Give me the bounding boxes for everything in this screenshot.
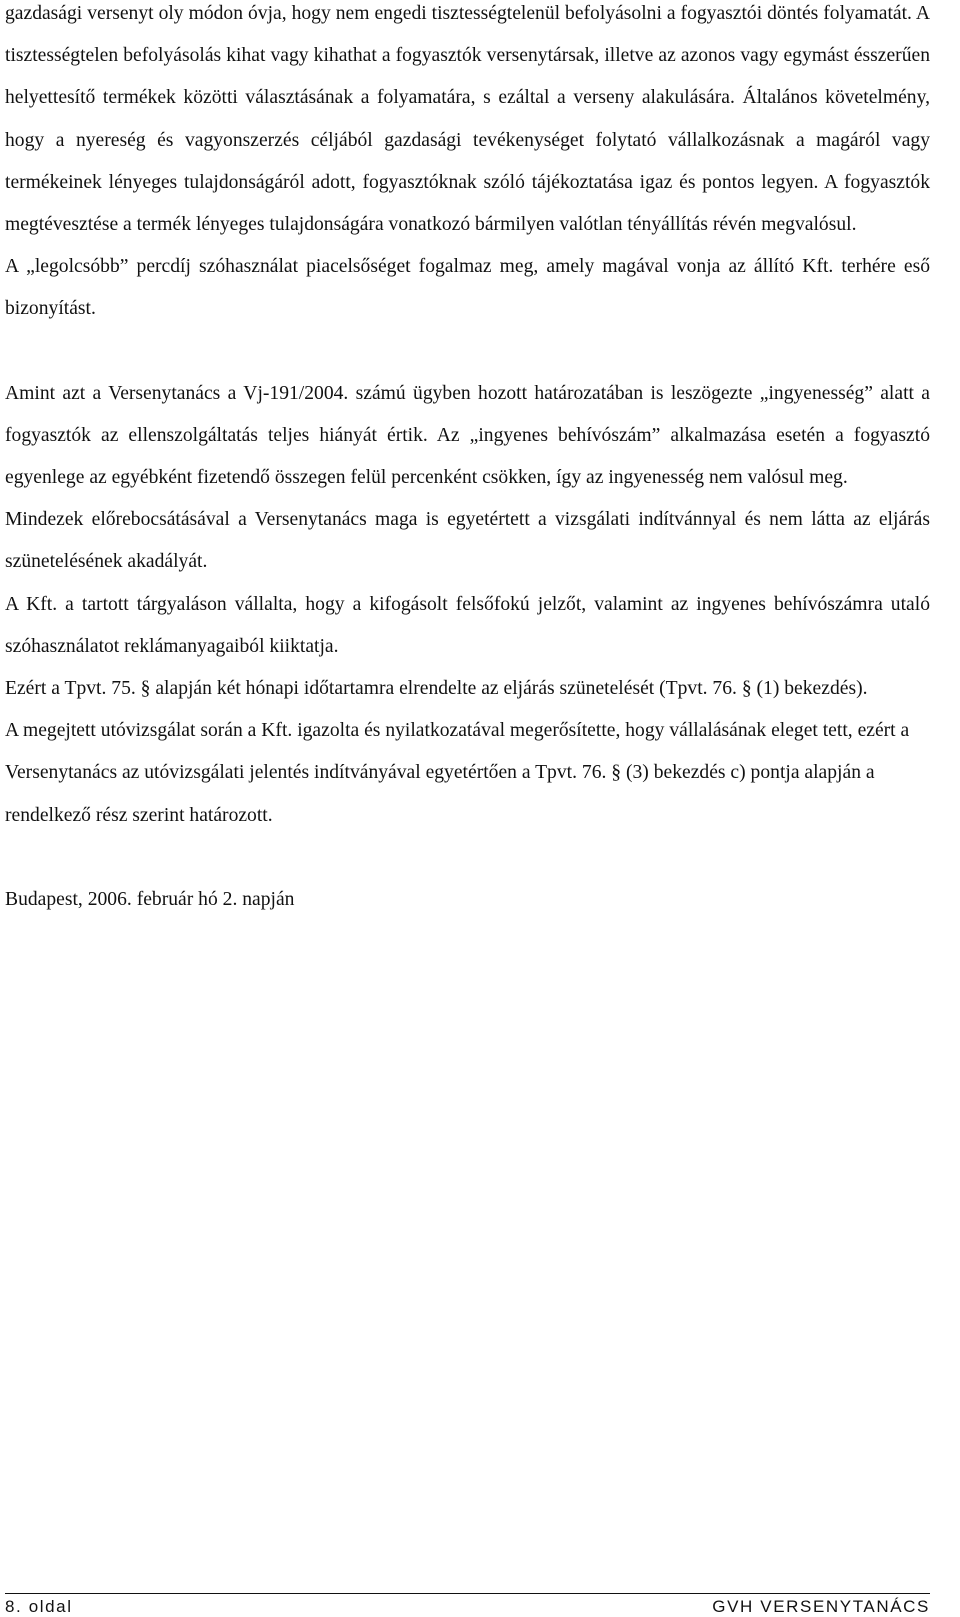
document-body [5, 0, 930, 921]
place-and-date: Budapest, 2006. február hó 2. napján [5, 888, 295, 910]
paragraph-commitment: A Kft. a tartott tárgyaláson vállalta, hogy a kifogásolt felsőfokú jelzőt, valamint az ingyenes behívószámra utaló szóhasználatot reklámanyagaiból kiiktatja. [5, 593, 930, 657]
paragraph-consumer-deception: gazdasági versenyt oly módon óvja, hogy nem engedi tisztességtelenül befolyásolni a fogyasztói döntés folyamatát. A tisztességtelen befolyásolás kihat vagy kihathat a fogyasztók versenytársak, illetve az azonos vagy egymást ésszerűen helyettesítő termékek közötti választásának a folyamatára, s ezáltal a verseny alakulására. Általános követelmény, hogy a nyereség és vagyonszerzés céljából gazdasági tevékenységet folytató vállalkozásnak a magáról vagy termékeinek lényeges tulajdonságáról adott, fogyasztóknak szóló tájékoztatása igaz és pontos legyen. A fogyasztók megtévesztése a termék lényeges tulajdonságára vonatkozó bármilyen valótlan tényállítás révén megvalósul. [5, 3, 930, 236]
paragraph-agreement: Mindezek előrebocsátásával a Versenytanács maga is egyetértett a vizsgálati indítvánnyal és nem látta az eljárás szünetelésének akadályát. [5, 509, 930, 573]
paragraph-gap [5, 837, 930, 879]
organization-name: GVH VERSENYTANÁCS [712, 1597, 930, 1616]
page-number: 8. oldal [5, 1597, 73, 1616]
paragraph-free-of-charge: Amint azt a Versenytanács a Vj-191/2004. számú ügyben hozott határozatában is leszögezte „ingyenesség” alatt a fogyasztók az ellenszolgáltatás teljes hiányát értik. Az „ingyenes behívószám” alkalmazása esetén a fogyasztó egyenlege az egyébként fizetendő összegen felül percenként csökken, így az ingyenesség nem valósul meg. [5, 382, 930, 489]
footer-divider [5, 1593, 930, 1594]
paragraph-gap [5, 331, 930, 373]
paragraph-suspension: Ezért a Tpvt. 75. § alapján két hónapi időtartamra elrendelte az eljárás szünetelését (Tpvt. 76. § (1) bekezdés). [5, 678, 868, 700]
paragraph-follow-up: A megejtett utóvizsgálat során a Kft. igazolta és nyilatkozatával megerősítette, hogy vállalásának eleget tett, ezért a Versenytanács az utóvizsgálati jelentés indítványával egyetértően a Tpvt. 76. § (3) bekezdés c) pontja alapján a rendelkező rész szerint határozott. [5, 720, 910, 826]
page-footer [5, 1597, 930, 1617]
paragraph-cheapest-rate: A „legolcsóbb” percdíj szóhasználat piacelsőséget fogalmaz meg, amely magával vonja az állító Kft. terhére eső bizonyítást. [5, 256, 930, 320]
